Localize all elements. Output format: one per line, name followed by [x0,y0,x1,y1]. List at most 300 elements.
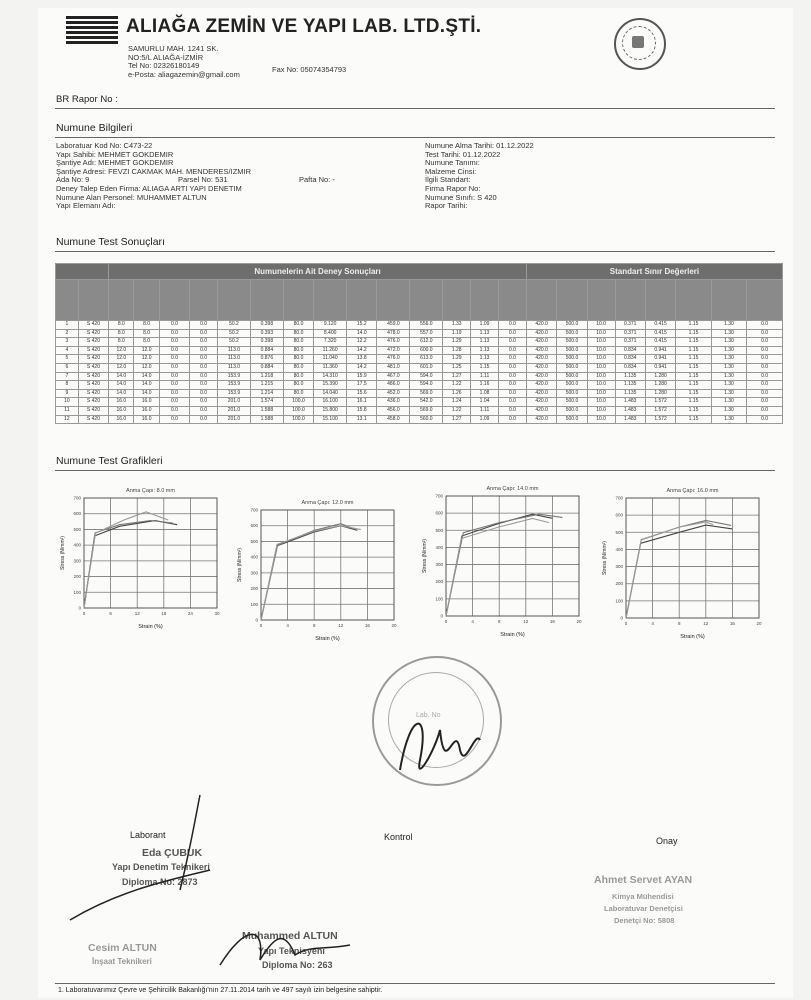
chart-title: Anma Çapı: 16.0 mm [666,488,719,494]
company-address [128,45,240,79]
table-row [56,346,783,355]
table-cell: 0.884 [250,346,283,355]
report-no-label: BR Rapor No : [56,94,118,105]
table-cell: 1.15 [471,363,499,372]
table-cell: 420.0 [526,346,556,355]
info-line: Numune Alan Personel: MUHAMMET ALTUN [56,192,207,202]
table-cell: 1.13 [471,329,499,338]
table-cell: 1.574 [250,398,283,407]
table-cell: 556.0 [410,321,443,330]
table-cell: 459.0 [377,321,410,330]
table-group-header [56,264,783,280]
table-cell: 0.0 [498,381,526,390]
table-cell: S 420 [78,389,108,398]
chart-title: Anma Çapı: 12.0 mm [301,500,354,506]
table-cell: 8.0 [134,338,159,347]
table-cell: 1.135 [615,372,645,381]
table-cell: 1.30 [711,398,746,407]
column-header-cell [471,280,499,321]
table-cell: 420.0 [526,321,556,330]
table-cell: 0.0 [747,355,783,364]
y-tick-label: 600 [250,523,258,529]
table-cell: 1.588 [250,415,283,424]
table-cell: 1.15 [676,372,711,381]
table-cell: 1.15 [676,329,711,338]
table-cell: 1.572 [645,415,675,424]
table-cell: 0.0 [159,321,189,330]
table-cell: 0.0 [498,398,526,407]
table-cell: 0.0 [190,389,218,398]
table-cell: 0.0 [159,363,189,372]
column-header-cell [283,280,313,321]
table-cell: 1.135 [615,389,645,398]
table-cell: 0.0 [159,398,189,407]
stress-strain-chart-12mm [235,496,400,651]
table-cell: 420.0 [526,363,556,372]
info-line: Şantiye Adı: MEHMET GOKDEMIR [56,158,174,168]
table-cell: 0.0 [159,406,189,415]
table-cell: 16.0 [134,415,159,424]
table-cell: 80.0 [283,381,313,390]
kontrol-label: Kontrol [384,832,413,842]
info-line: Numune Tanımı: [425,158,480,168]
table-cell: 458.0 [377,415,410,424]
table-cell: 14.0 [109,389,134,398]
table-cell: 456.0 [377,406,410,415]
y-axis-label: Stress (N/mm²) [60,536,66,570]
plot-frame [84,498,217,608]
table-cell: 0.0 [190,355,218,364]
table-cell: 14.2 [347,346,377,355]
x-tick-label: 30 [214,611,220,616]
info-line: Test Tarihi: 01.12.2022 [425,149,501,159]
table-cell: 1.15 [676,381,711,390]
table-cell: 0.0 [747,389,783,398]
group-title-results: Numunelerin Ait Deney Sonuçları [109,264,527,280]
table-cell: 472.0 [377,346,410,355]
table-cell: 420.0 [526,329,556,338]
table-cell: 0.0 [159,329,189,338]
approver-title: Kimya Mühendisi [612,892,674,901]
table-cell: 1.28 [443,346,471,355]
table-cell: 8.400 [314,329,347,338]
company-logo [66,14,118,44]
table-cell: 1.24 [443,398,471,407]
info-line: Yapı Sahibi: MEHMET GOKDEMIR [56,149,174,159]
y-tick-label: 100 [615,598,623,604]
table-cell: 1.15 [676,398,711,407]
table-cell: 1.15 [676,415,711,424]
table-cell: 201.0 [218,398,251,407]
table-cell: S 420 [78,346,108,355]
divider [55,983,775,984]
table-cell: 613.0 [410,355,443,364]
table-cell: 16.0 [109,406,134,415]
y-tick-label: 100 [73,589,81,595]
table-cell: 420.0 [526,406,556,415]
table-cell: 476.0 [377,338,410,347]
table-cell: 601.0 [410,363,443,372]
x-tick-label: 12 [523,619,529,624]
table-cell: 14.0 [347,329,377,338]
technician-name: Muhammed ALTUN [242,930,338,942]
stress-strain-line [446,519,549,617]
y-tick-label: 700 [435,493,443,499]
x-tick-label: 16 [364,623,370,628]
table-row [56,415,783,424]
x-tick-label: 0 [259,623,263,628]
chart-title: Anma Çapı: 8.0 mm [126,488,175,494]
chart-svg [420,482,585,642]
table-cell: 0.0 [498,415,526,424]
table-cell: 1.08 [471,389,499,398]
table-cell: 7.320 [314,338,347,347]
divider [55,470,775,471]
table-cell: 0.0 [190,363,218,372]
table-cell: 500.0 [557,363,587,372]
x-axis-label: Strain (%) [500,632,525,638]
table-cell: 1.29 [443,355,471,364]
table-cell: 0.0 [190,346,218,355]
table-cell: 15.8 [347,406,377,415]
table-cell: 13.1 [347,415,377,424]
table-cell: 0.0 [498,372,526,381]
table-cell: 1.22 [443,406,471,415]
group-blank [56,264,109,280]
table-cell: 12 [56,415,79,424]
column-header-cell [134,280,159,321]
table-cell: 16.1 [347,398,377,407]
table-cell: 1.13 [471,338,499,347]
table-cell: 1.30 [711,415,746,424]
table-cell: 0.415 [645,329,675,338]
table-cell: 1.26 [443,389,471,398]
table-cell: 1.572 [645,398,675,407]
table-cell: 80.0 [283,363,313,372]
x-tick-label: 4 [651,621,654,626]
y-tick-label: 300 [250,570,258,576]
divider [55,137,775,138]
laborant-signature-icon [60,790,220,930]
x-tick-label: 20 [391,623,397,628]
ministry-seal-icon [614,18,666,70]
table-cell: 0.371 [615,321,645,330]
stress-strain-chart-16mm [600,484,765,649]
chart-svg [235,496,400,646]
y-tick-label: 400 [435,544,443,550]
footnote: 1. Laboratuvarımız Çevre ve Şehircilik Bakanlığı'nın 27.11.2014 tarih ve 497 sayılı izin belgesine sahiptir. [58,987,383,994]
column-header-cell [676,280,711,321]
table-cell: 17.5 [347,381,377,390]
column-header-cell [377,280,410,321]
table-cell: 0.371 [615,329,645,338]
table-row [56,338,783,347]
table-cell: 1.30 [711,321,746,330]
section-title-info: Numune Bilgileri [56,122,133,134]
table-cell: 500.0 [557,389,587,398]
plot-frame [446,496,579,616]
y-tick-label: 300 [615,564,623,570]
table-cell: 80.0 [283,338,313,347]
table-cell: 0.0 [190,329,218,338]
info-line: Şantiye Adresi: FEVZI CAKMAK MAH. MENDERES/IZMIR [56,166,252,176]
column-header-cell [443,280,471,321]
table-cell: 1.13 [471,346,499,355]
table-cell: 4 [56,346,79,355]
chart-svg [600,484,765,644]
engineer-name: Cesim ALTUN [88,942,157,954]
table-cell: 0.398 [250,321,283,330]
table-cell: 10.0 [587,346,615,355]
y-axis-label: Stress (N/mm²) [422,539,428,573]
table-cell: 1.27 [443,372,471,381]
table-cell: 594.0 [410,372,443,381]
table-cell: 0.0 [747,363,783,372]
table-cell: 0.0 [190,321,218,330]
table-cell: 420.0 [526,381,556,390]
table-cell: 1.11 [471,372,499,381]
stress-strain-line [626,522,713,618]
column-header-cell [615,280,645,321]
info-line: Deney Talep Eden Firma: ALIAGA ARTI YAPI DENETIM [56,183,242,193]
x-tick-label: 18 [161,611,167,616]
table-cell: 0.834 [615,355,645,364]
table-cell: 14.2 [347,363,377,372]
y-tick-label: 500 [73,526,81,532]
column-header-cell [498,280,526,321]
table-cell: 1.29 [443,338,471,347]
info-right-column [425,142,534,211]
y-tick-label: 0 [255,617,258,623]
table-cell: 1.280 [645,381,675,390]
technician-signature-icon [215,915,355,975]
table-cell: 12.0 [109,346,134,355]
table-cell: 500.0 [557,381,587,390]
table-cell: 1.13 [471,355,499,364]
table-cell: 14.040 [314,389,347,398]
table-row [56,321,783,330]
table-row [56,329,783,338]
y-tick-label: 700 [250,507,258,513]
table-cell: S 420 [78,398,108,407]
table-cell: 15.100 [314,415,347,424]
section-title-graphs: Numune Test Grafikleri [56,455,163,467]
column-header-cell [711,280,746,321]
approver-name: Ahmet Servet AYAN [594,874,693,886]
technician-title: Yapı Teknisyeni [258,946,325,956]
table-cell: 11.040 [314,355,347,364]
table-cell: 2 [56,329,79,338]
pafta-no: Pafta No: - [299,175,335,185]
stress-strain-line [84,521,173,609]
y-tick-label: 500 [435,527,443,533]
table-cell: 1.483 [615,415,645,424]
stress-strain-chart-8mm [58,484,223,639]
address-line: SAMURLU MAH. 1241 SK. [128,44,219,53]
table-cell: 500.0 [557,415,587,424]
table-cell: 1.15 [676,406,711,415]
info-line: Numune Alma Tarihi: 01.12.2022 [425,141,534,150]
table-cell: 16.0 [109,398,134,407]
laborant-label: Laborant [130,830,166,840]
table-cell: 557.0 [410,329,443,338]
column-header-cell [410,280,443,321]
table-cell: 0.0 [747,381,783,390]
stress-strain-line [84,521,177,608]
table-cell: 80.0 [283,346,313,355]
table-cell: 0.0 [190,398,218,407]
table-cell: 476.0 [377,355,410,364]
x-tick-label: 4 [471,619,474,624]
y-tick-label: 0 [440,613,443,619]
table-cell: 153.9 [218,381,251,390]
table-cell: 1.483 [615,406,645,415]
results-table [55,263,783,424]
table-cell: 0.0 [747,321,783,330]
table-cell: 10.0 [587,363,615,372]
table-cell: 201.0 [218,415,251,424]
x-tick-label: 16 [549,619,555,624]
table-cell: 420.0 [526,355,556,364]
table-cell: 1.16 [471,381,499,390]
info-line: Laboratuar Kod No: C473-22 [56,141,153,150]
table-cell: 8.0 [134,329,159,338]
table-row [56,381,783,390]
table-cell: 16.100 [314,398,347,407]
table-cell: 1.15 [676,338,711,347]
table-cell: 15.390 [314,381,347,390]
column-header-cell [109,280,134,321]
y-tick-label: 300 [73,558,81,564]
table-cell: 0.941 [645,355,675,364]
table-cell: 15.9 [347,372,377,381]
table-cell: 0.0 [190,338,218,347]
table-cell: 1.04 [471,398,499,407]
table-cell: S 420 [78,338,108,347]
table-cell: 1.15 [676,321,711,330]
info-line: Malzeme Cinsi: [425,166,477,176]
plot-frame [626,498,759,618]
table-cell: 0.0 [747,406,783,415]
section-title-results: Numune Test Sonuçları [56,236,165,248]
table-cell: S 420 [78,321,108,330]
table-cell: 113.0 [218,363,251,372]
table-cell: 1.30 [711,381,746,390]
table-cell: 113.0 [218,355,251,364]
column-header-cell [218,280,251,321]
table-cell: 0.0 [159,415,189,424]
table-cell: 12.0 [109,363,134,372]
y-tick-label: 400 [73,542,81,548]
table-cell: 80.0 [283,372,313,381]
stress-strain-line [84,512,168,608]
table-cell: 14.0 [109,381,134,390]
y-tick-label: 300 [435,562,443,568]
table-cell: 10.0 [587,338,615,347]
y-tick-label: 0 [78,605,81,611]
x-tick-label: 12 [338,623,344,628]
table-cell: 420.0 [526,338,556,347]
table-cell: 542.0 [410,398,443,407]
table-cell: 0.0 [190,372,218,381]
column-header-cell [56,280,79,321]
onay-label: Onay [656,836,678,846]
table-cell: 0.0 [747,372,783,381]
address-line: e-Posta: aliagazemin@gmail.com [128,69,240,79]
x-tick-label: 6 [109,611,112,616]
x-tick-label: 20 [756,621,762,626]
table-cell: 113.0 [218,346,251,355]
column-header-cell [526,280,556,321]
y-tick-label: 400 [250,554,258,560]
table-cell: 0.0 [159,381,189,390]
y-tick-label: 200 [615,581,623,587]
table-cell: 569.0 [410,406,443,415]
table-cell: 1.09 [471,415,499,424]
table-cell: 100.0 [283,415,313,424]
table-cell: 1.135 [615,381,645,390]
table-cell: 14.0 [134,389,159,398]
table-row [56,406,783,415]
table-cell: 420.0 [526,398,556,407]
column-header-cell [747,280,783,321]
table-cell: 420.0 [526,372,556,381]
table-cell: 10.0 [587,355,615,364]
table-cell: 0.834 [615,346,645,355]
table-cell: 1.215 [250,381,283,390]
table-cell: 500.0 [557,338,587,347]
column-header-cell [159,280,189,321]
table-cell: 0.0 [190,415,218,424]
table-cell: 153.9 [218,372,251,381]
table-cell: 12.0 [109,355,134,364]
table-cell: 1.19 [443,329,471,338]
table-cell: 500.0 [557,329,587,338]
table-cell: 12.0 [134,355,159,364]
table-cell: 9.120 [314,321,347,330]
table-cell: 600.0 [410,346,443,355]
table-cell: 0.0 [498,389,526,398]
company-title: ALIAĞA ZEMİN VE YAPI LAB. LTD.ŞTİ. [126,16,482,37]
technician-diploma: Diploma No: 263 [262,960,333,970]
table-cell: S 420 [78,355,108,364]
table-cell: 1.30 [711,363,746,372]
table-cell: 436.0 [377,398,410,407]
x-tick-label: 16 [729,621,735,626]
laborant-diploma: Diploma No: 2873 [122,877,198,887]
y-tick-label: 500 [250,538,258,544]
y-tick-label: 100 [250,601,258,607]
column-header-cell [314,280,347,321]
info-line: Firma Rapor No: [425,183,481,193]
y-tick-label: 100 [435,596,443,602]
table-cell: 560.0 [410,415,443,424]
table-cell: 153.9 [218,389,251,398]
table-cell: 1.25 [443,363,471,372]
table-cell: 0.0 [159,346,189,355]
x-tick-label: 12 [703,621,709,626]
table-cell: 8.0 [109,329,134,338]
table-cell: 612.0 [410,338,443,347]
x-tick-label: 20 [576,619,582,624]
table-cell: 14.0 [134,381,159,390]
signature-scribble-icon [380,690,490,800]
table-cell: 0.415 [645,338,675,347]
table-cell: 10.0 [587,415,615,424]
table-cell: 420.0 [526,389,556,398]
table-cell: 420.0 [526,415,556,424]
table-cell: 0.0 [747,329,783,338]
